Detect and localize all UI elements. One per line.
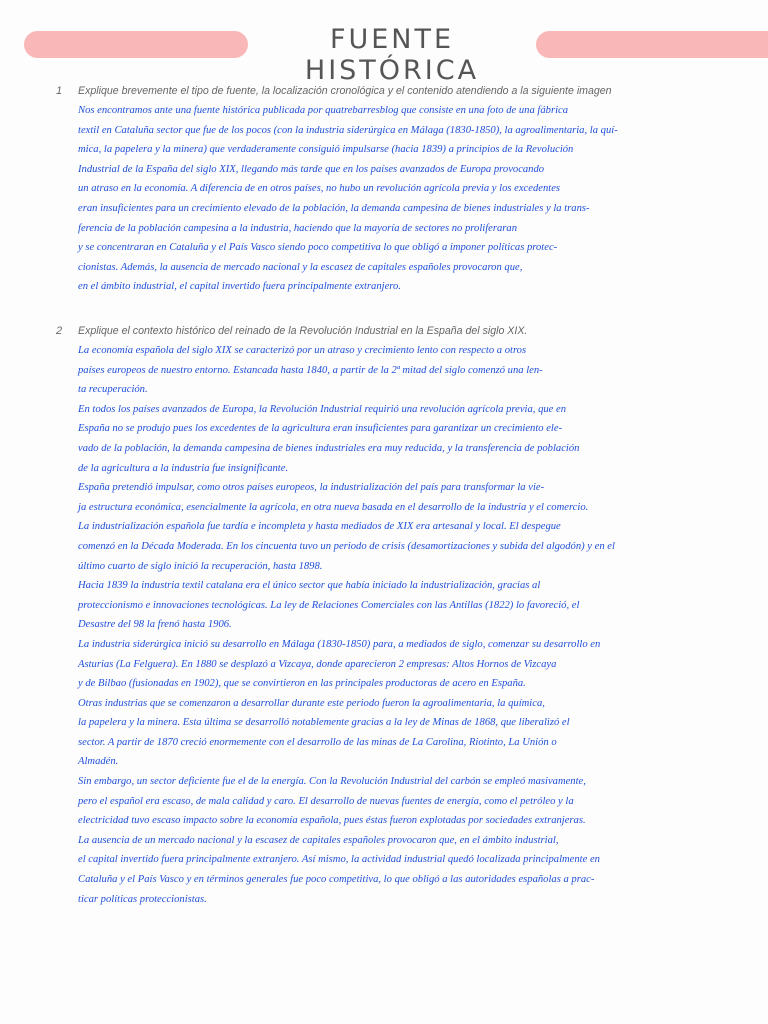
answer-line: textil en Cataluña sector que fue de los pocos (con la industria siderúrgica en Málaga (1830-1850), la agroalimentaria, la quí- [78, 124, 618, 136]
answer-line: ferencia de la población campesina a la industria, haciendo que la mayoría de sectores no proliferaran [78, 222, 517, 234]
answer-line: La industrialización española fue tardía e incompleta y hasta mediados de XIX era artesanal y local. El despegue [78, 521, 561, 533]
answer-line: España pretendió impulsar, como otros países europeos, la industrialización del país para transformar la vie- [78, 482, 545, 494]
title-highlight-right [536, 31, 768, 58]
answer-line: España no se produjo pues los excedentes de la agricultura eran insuficientes para garantizar un crecimiento ele- [78, 423, 563, 435]
answer-line: mica, la papelera y la minera) que verdaderamente consiguió impulsarse (hacia 1839) a principios de la Revolución [78, 144, 574, 156]
answer-line: Sin embargo, un sector deficiente fue el de la energía. Con la Revolución Industrial del carbón se empleó masivamente, [78, 776, 586, 788]
answer-line: pero el español era escaso, de mala calidad y caro. El desarrollo de nuevas fuentes de energía, como el petróleo y la [78, 795, 574, 807]
answer-line: Almadén. [78, 756, 119, 768]
question-1-prompt: Explique brevemente el tipo de fuente, la localización cronológica y el contenido atendiendo a la siguiente imagen [78, 85, 612, 97]
answer-line: sector. A partir de 1870 creció enormemente con el desarrollo de las minas de La Carolina, Riotinto, La Unión o [78, 736, 557, 748]
answer-line: La industria siderúrgica inició su desarrollo en Málaga (1830-1850) para, a mediados de siglo, comenzar su desarrollo en [78, 638, 601, 650]
answer-line: vado de la población, la demanda campesina de bienes industriales era muy reducida, y la transferencia de población [78, 442, 580, 454]
answer-line: En todos los países avanzados de Europa, la Revolución Industrial requirió una revolución agrícola previa, que en [78, 403, 567, 415]
answer-line: Industrial de la España del siglo XIX, llegando más tarde que en los países avanzados de Europa provocando [78, 163, 545, 175]
page-title: FUENTE HISTÓRICA [304, 24, 480, 86]
answer-line: el capital invertido fuera principalmente extranjero. Así mismo, la actividad industrial quedó localizada principalmente en [78, 854, 600, 866]
answer-line: Nos encontramos ante una fuente histórica publicada por quatrebarresblog que consiste en una foto de una fábrica [78, 105, 569, 116]
answer-line: Hacia 1839 la industria textil catalana era el único sector que había iniciado la industrialización, gracias al [78, 580, 541, 592]
title-highlight-left [24, 31, 248, 58]
answer-line: Asturias (La Felguera). En 1880 se desplazó a Vizcaya, donde aparecieron 2 empresas: Altos Hornos de Vizcaya [78, 658, 557, 670]
answer-line: ta recuperación. [78, 384, 148, 396]
answer-line: la papelera y la minera. Esta última se desarrolló notablemente gracias a la ley de Minas de 1868, que liberalizó el [78, 717, 570, 729]
answer-1 [78, 101, 740, 297]
answer-line: Cataluña y el País Vasco y en términos generales fue poco competitiva, lo que obligó a las autoridades españolas a prac- [78, 874, 595, 886]
answer-line: La economía española del siglo XIX se caracterizó por un atraso y crecimiento lento con respecto a otros [78, 345, 527, 356]
answer-line: un atraso en la economía. A diferencia de en otros países, no hubo un revolución agrícola previa y los excedentes [78, 183, 561, 195]
answer-line: último cuarto de siglo inició la recuperación, hasta 1898. [78, 560, 323, 572]
answer-line: Desastre del 98 la frenó hasta 1906. [78, 619, 232, 631]
answer-line: La ausencia de un mercado nacional y la escasez de capitales españoles provocaron que, en el ámbito industrial, [78, 834, 559, 846]
answer-line: proteccionismo e innovaciones tecnológicas. La ley de Relaciones Comerciales con las Antillas (1822) lo favoreció, el [78, 599, 580, 611]
answer-line: Otras industrias que se comenzaron a desarrollar durante este periodo fueron la agroalimentaria, la química, [78, 697, 545, 709]
answer-line: eran insuficientes para un crecimiento elevado de la población, la demanda campesina de bienes industriales y la trans- [78, 202, 590, 214]
answer-line: y de Bilbao (fusionadas en 1902), que se convirtieron en las principales productoras de acero en España. [78, 678, 526, 690]
answer-line: comenzó en la Década Moderada. En los cincuenta tuvo un periodo de crisis (desamortizaciones y subida del algodón) y en el [78, 540, 615, 552]
answer-line: de la agricultura a la industria fue insignificante. [78, 462, 289, 474]
question-1-number: 1 [56, 85, 63, 97]
answer-line: ja estructura económica, esencialmente la agrícola, en otra nueva basada en el desarrollo de la industria y el comercio. [78, 501, 589, 513]
answer-line: ticar políticas proteccionistas. [78, 893, 207, 905]
question-2-prompt: Explique el contexto histórico del reinado de la Revolución Industrial en la España del siglo XIX. [78, 325, 528, 337]
answer-line: cionistas. Además, la ausencia de mercado nacional y la escasez de capitales españoles provocaron que, [78, 261, 523, 273]
answer-line: y se concentraran en Cataluña y el País Vasco siendo poco competitiva lo que obligó a imponer políticas protec- [78, 242, 558, 254]
answer-line: electricidad tuvo escaso impacto sobre la economía española, pues éstas fueron explotadas por sociedades extranjeras. [78, 815, 586, 827]
answer-2 [78, 341, 740, 909]
answer-line: países europeos de nuestro entorno. Estancada hasta 1840, a partir de la 2ª mitad del siglo comenzó una len- [78, 364, 543, 376]
question-2-number: 2 [56, 325, 63, 337]
answer-line: en el ámbito industrial, el capital invertido fuera principalmente extranjero. [78, 281, 401, 293]
